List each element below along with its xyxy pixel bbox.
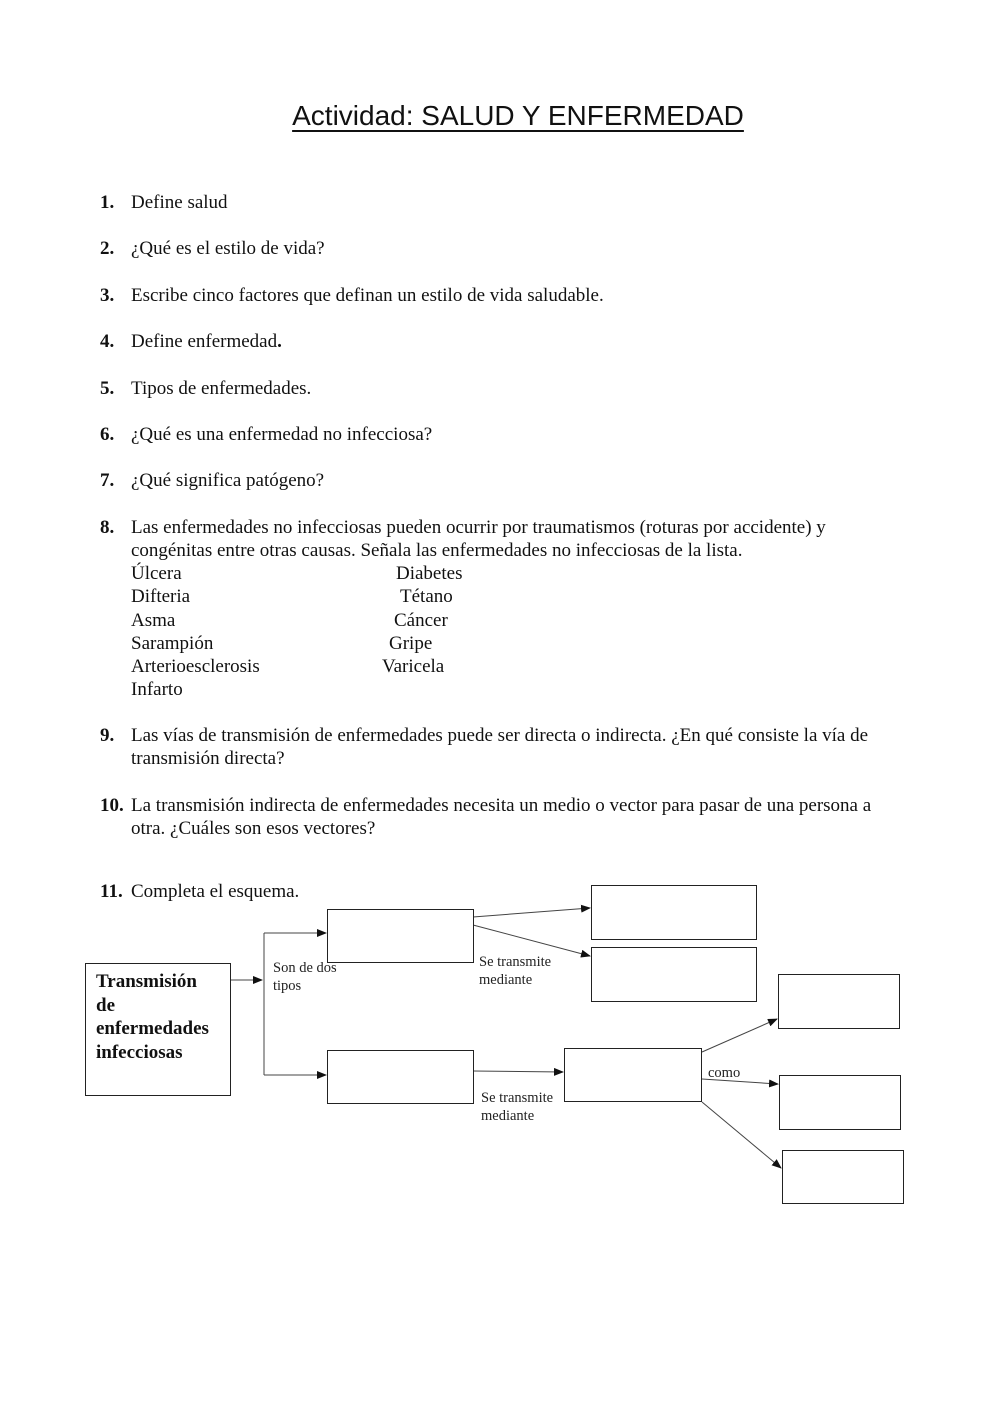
question-text: ¿Qué significa patógeno?	[131, 470, 325, 491]
list-item: Diabetes	[396, 563, 463, 584]
answer-box-direct[interactable]	[327, 909, 474, 963]
list-item: Tétano	[400, 586, 453, 607]
main-box-line: infecciosas	[96, 1041, 183, 1063]
question-text: La transmisión indirecta de enfermedades necesita un medio o vector para pasar de una persona a otra. ¿Cuáles son esos vectores?	[131, 795, 872, 840]
label-line: Son de dos	[273, 960, 337, 976]
list-item: Úlcera	[131, 563, 182, 584]
list-item: Arterioesclerosis	[131, 656, 260, 678]
question-text: Las vías de transmisión de enfermedades puede ser directa o indirecta. ¿En qué consiste la vía de transmisión directa?	[131, 725, 869, 770]
question-text: ¿Qué es el estilo de vida?	[131, 238, 325, 259]
question-number: 10.	[100, 795, 124, 816]
label-line: mediante	[479, 972, 533, 988]
page-title: Actividad: SALUD Y ENFERMEDAD	[292, 100, 744, 131]
answer-box-vector-example-3[interactable]	[782, 1150, 904, 1204]
label-types	[273, 959, 337, 995]
question-number: 7.	[100, 470, 115, 491]
label-como: como	[708, 1065, 741, 1081]
question-text: Define salud	[131, 192, 228, 213]
label-transmit-top	[479, 953, 551, 989]
answer-box-indirect[interactable]	[327, 1050, 474, 1104]
list-item: Gripe	[389, 633, 433, 654]
list-item: Infarto	[131, 679, 183, 701]
answer-box-vector[interactable]	[564, 1048, 702, 1102]
question-number: 9.	[100, 725, 115, 746]
answer-box-direct-means-1[interactable]	[591, 885, 757, 940]
question-number: 1.	[100, 192, 115, 213]
main-box-line: enfermedades	[96, 1018, 209, 1039]
label-line: Se transmite	[481, 1090, 554, 1106]
answer-box-direct-means-2[interactable]	[591, 947, 757, 1002]
question-text-suffix: .	[277, 331, 282, 352]
question-number: 4.	[100, 331, 115, 352]
question-text: ¿Qué es una enfermedad no infecciosa?	[131, 424, 433, 445]
question-number: 8.	[100, 517, 115, 538]
answer-box-vector-example-1[interactable]	[778, 974, 900, 1029]
question-number: 2.	[100, 238, 115, 259]
list-item: Difteria	[131, 586, 191, 608]
question-number: 6.	[100, 424, 115, 445]
answer-box-vector-example-2[interactable]	[779, 1075, 901, 1130]
list-item: Asma	[131, 609, 176, 631]
label-line: Se transmite	[479, 954, 552, 970]
question-text: Escribe cinco factores que definan un estilo de vida saludable.	[131, 285, 604, 306]
label-line: tipos	[273, 978, 302, 994]
list-item: Sarampión	[131, 632, 214, 654]
label-line: mediante	[481, 1108, 535, 1124]
list-item: Varicela	[382, 656, 445, 677]
question-number: 5.	[100, 378, 115, 399]
question-text: Las enfermedades no infecciosas pueden ocurrir por traumatismos (roturas por accidente) y congénitas entre otras causas. Señala las enfermedades no infecciosas de la lista.	[131, 517, 826, 562]
main-box-text	[96, 970, 209, 1064]
label-transmit-bottom	[481, 1089, 553, 1125]
question-number: 3.	[100, 285, 115, 306]
question-text-body: Define enfermedad	[131, 331, 278, 352]
main-box-line: Transmisión	[96, 971, 198, 992]
question-text: Tipos de enfermedades.	[131, 378, 312, 399]
main-box-line: de	[96, 994, 115, 1016]
question-text: Completa el esquema.	[131, 881, 300, 902]
question-number: 11.	[100, 881, 123, 902]
list-item: Cáncer	[394, 610, 448, 631]
